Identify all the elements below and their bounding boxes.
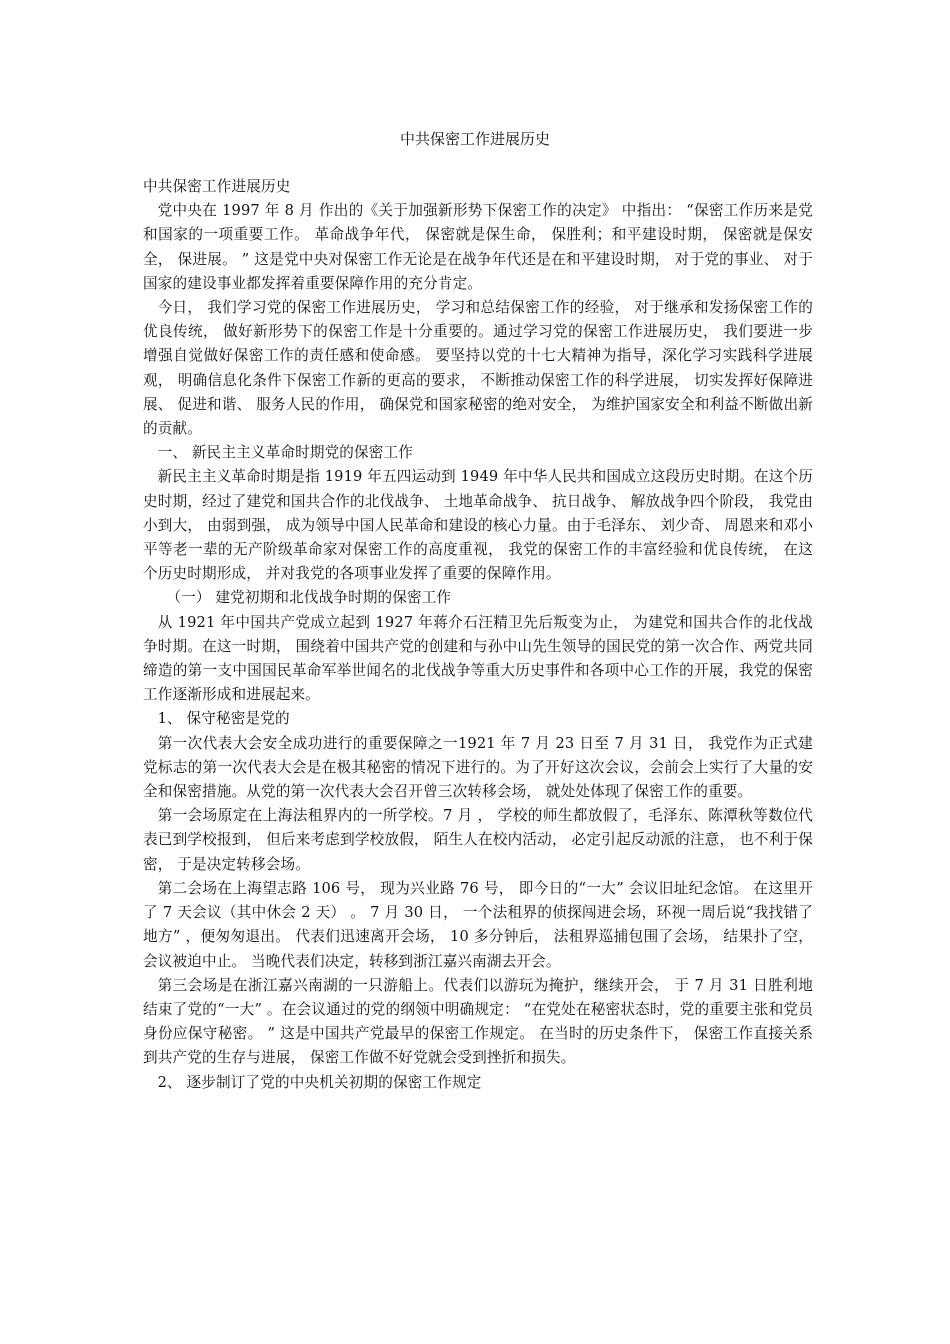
paragraph: 第三会场是在浙江嘉兴南湖的一只游船上。代表们以游玩为掩护，继续开会， 于 7 月 31 日胜利地结束了党的“一大” 。在会议通过的党的纲领中明确规定： “在党处在秘密状态时，党的重要主张和党员身份应保守秘密。 ” 这是中国共产党最早的保密工作规定。 在当时的历史条件下， 保密工作直接关系到共产党的生存与进展， 保密工作做不好党就会受到挫折和损失。 — [143, 976, 813, 1067]
paragraph: 第一会场原定在上海法租界内的一所学校。7 月 ， 学校的师生都放假了，毛泽东、陈潭秋等数位代表已到学校报到， 但后来考虑到学校放假， 陌生人在校内活动， 必定引起反动派的注意， 也不利于保密， 于是决定转移会场。 — [143, 807, 813, 873]
document-body — [143, 175, 813, 1095]
section-heading: 一、 新民主主义革命时期党的保密工作 — [157, 444, 414, 462]
paragraph: 中共保密工作进展历史 — [143, 178, 291, 195]
paragraph: 今日， 我们学习党的保密工作进展历史， 学习和总结保密工作的经验， 对于继承和发扬保密工作的优良传统， 做好新形势下的保密工作是十分重要的。通过学习党的保密工作进展历史， 我们要进一步增强自觉做好保密工作的责任感和使命感。 要坚持以党的十七大精神为指导，深化学习实践科学进展观， 明确信息化条件下保密工作新的更高的要求， 不断推动保密工作的科学进展， 切实发挥好保障进展、 促进和谐、 服务人民的作用， 确保党和国家秘密的绝对安全， 为维护国家安全和利益不断做出新的贡献。 — [143, 299, 813, 438]
item-heading: 2、 逐步制订了党的中央机关初期的保密工作规定 — [157, 1073, 482, 1091]
paragraph: 从 1921 年中国共产党成立起到 1927 年蒋介石汪精卫先后叛变为止， 为建党和国共合作的北伐战争时期。在这一时期， 围绕着中国共产党的创建和与孙中山先生领导的国民党的第一次合作、两党共同缔造的第一支中国国民革命军举世闻名的北伐战争等重大历史事件和各项中心工作的开展，我党的保密工作逐渐形成和进展起来。 — [143, 613, 813, 704]
subsection-heading: （一） 建党初期和北伐战争时期的保密工作 — [166, 589, 452, 607]
paragraph: 党中央在 1997 年 8 月 作出的《关于加强新形势下保密工作的决定》 中指出： “保密工作历来是党和国家的一项重要工作。 革命战争年代， 保密就是保生命， 保胜利；和平建设时期， 保密就是保安全， 保进展。 ” 这是党中央对保密工作无论是在战争年代还是在和平建设时期， 对于党的事业、 对于国家的建设事业都发挥着重要保障作用的充分肯定。 — [143, 202, 813, 292]
item-heading: 1、 保守秘密是党的 — [157, 710, 290, 728]
paragraph: 第一次代表大会安全成功进行的重要保障之一1921 年 7 月 23 日至 7 月 31 日， 我党作为正式建党标志的第一次代表大会是在极其秘密的情况下进行的。为了开好这次会议，会前会上实行了大量的安全和保密措施。从党的第一次代表大会召开曾三次转移会场， 就处处体现了保密工作的重要。 — [143, 734, 813, 801]
paragraph: 第二会场在上海望志路 106 号， 现为兴业路 76 号， 即今日的“一大” 会议旧址纪念馆。 在这里开了 7 天会议（其中休会 2 天） 。 7 月 30 日， 一个法租界的侦探闯进会场，环视一周后说“我找错了地方” ，便匆匆退出。 代表们迅速离开会场， 10 多分钟后， 法租界巡捕包围了会场， 结果扑了空，会议被迫中止。 当晚代表们决定，转移到浙江嘉兴南湖去开会。 — [143, 879, 813, 970]
document-title: 中共保密工作进展历史 — [399, 130, 550, 148]
paragraph: 新民主主义革命时期是指 1919 年五四运动到 1949 年中华人民共和国成立这段历史时期。在这个历史时期，经过了建党和国共合作的北伐战争、 土地革命战争、 抗日战争、 解放战争四个阶段， 我党由小到大， 由弱到强， 成为领导中国人民革命和建设的核心力量。由于毛泽东、 刘少奇、 周恩来和邓小平等老一辈的无产阶级革命家对保密工作的高度重视， 我党的保密工作的丰富经验和优良传统， 在这个历史时期形成， 并对我党的各项事业发挥了重要的保障作用。 — [143, 468, 813, 583]
